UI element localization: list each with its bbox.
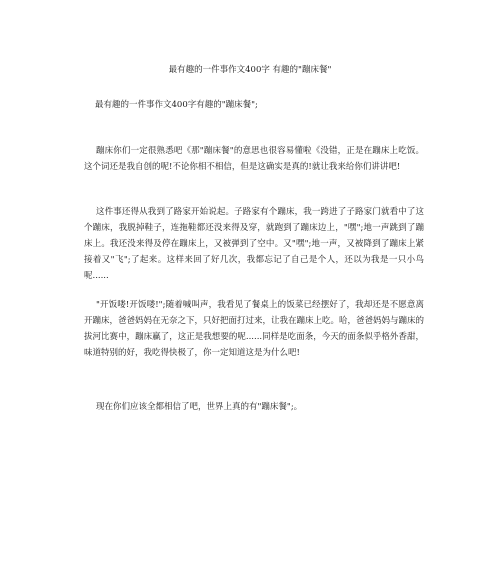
paragraph-conclusion: 现在你们应该全都相信了吧，世界上真的有"蹦床餐";。 — [96, 402, 303, 412]
paragraph-intro: 蹦床你们一定很熟悉吧《那"蹦床餐"的意思也很容易懂啦《没错，正是在蹦床上吃饭。这个词还是我自创的呢!不论你相不相信，但是这确实是真的!就让我来给你们讲讲吧! — [84, 146, 424, 172]
paragraph-trampoline: 这件事还得从我到了路家开始说起。子路家有个蹦床，我一跨进了子路家门就看中了这个蹦床，我脱掉鞋子，连拖鞋都还没来得及穿，就跑到了蹦床边上，"嘿";地一声跳到了蹦床上。我还没来得及停在蹦床上，又被弹到了空中。又"嘿";地一声，又被降到了蹦床上紧接着又"飞";了起来。这样来回了好几次，我都忘记了自己是个人，还以为我是一只小鸟呢...... — [84, 207, 424, 281]
document-subtitle: 最有趣的一件事作文400字有趣的"蹦床餐"; — [95, 100, 258, 110]
document-title: 最有趣的一件事作文400字 有趣的"蹦床餐" — [168, 65, 332, 75]
paragraph-meal: "开饭喽!开饭喽!";随着喊叫声，我看见了餐桌上的饭菜已经摆好了，我却还是不愿意离开蹦床，爸爸妈妈在无奈之下，只好把面打过来，让我在蹦床上吃。哈，爸爸妈妈与蹦床的拔河比赛中，蹦床赢了，这正是我想要的呢......同样是吃面条，今天的面条似乎格外香甜，味道特别的好，我吃得快极了，你一定知道这是为什么吧! — [84, 300, 425, 358]
